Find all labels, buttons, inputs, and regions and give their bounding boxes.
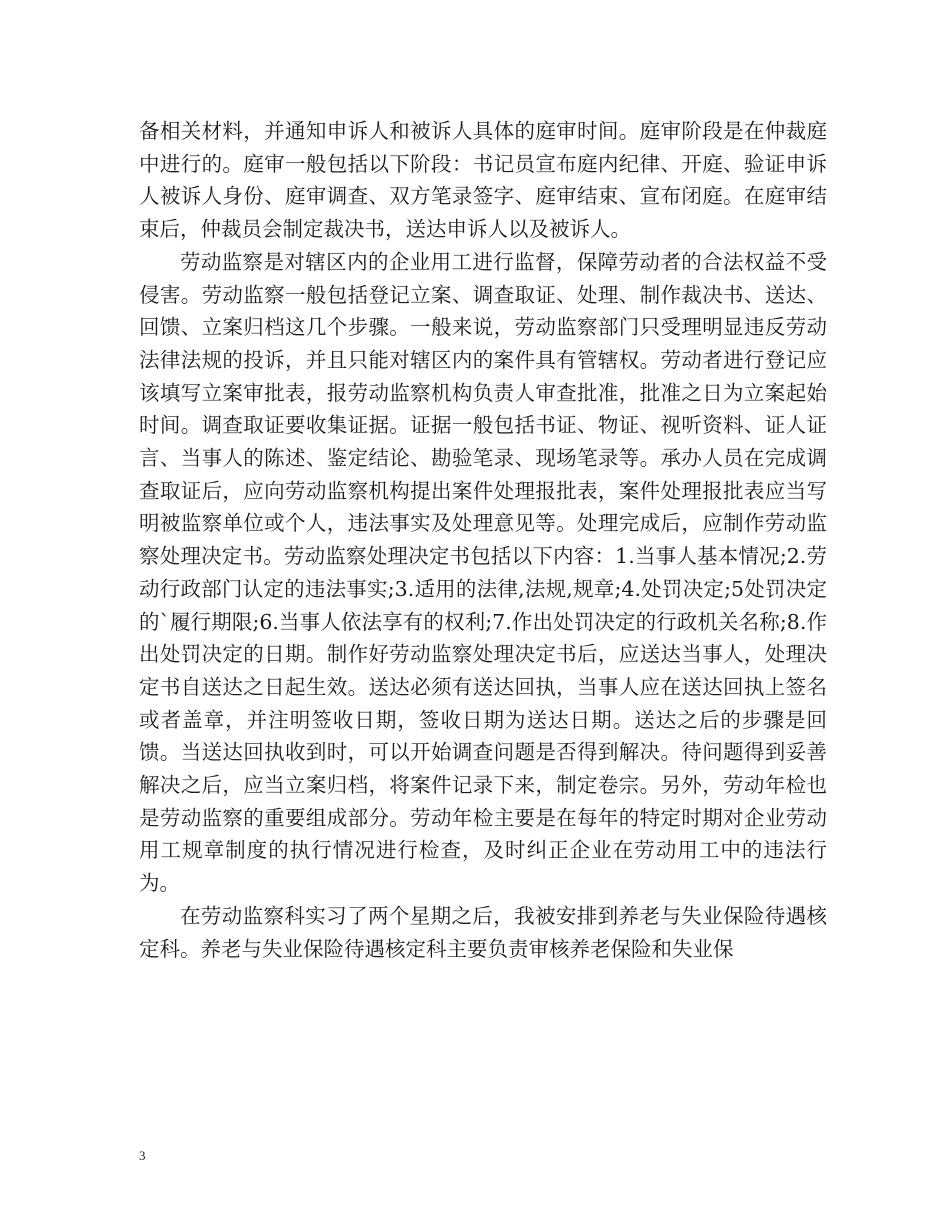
paragraph-3: 在劳动监察科实习了两个星期之后，我被安排到养老与失业保险待遇核定科。养老与失业保险待遇核定科主要负责审核养老保险和失业保: [139, 903, 827, 961]
paragraph-2: 劳动监察是对辖区内的企业用工进行监督，保障劳动者的合法权益不受侵害。劳动监察一般包括登记立案、调查取证、处理、制作裁决书、送达、回馈、立案归档这几个步骤。一般来说，劳动监察部门只受理明显违反劳动法律法规的投诉，并且只能对辖区内的案件具有管辖权。劳动者进行登记应该填写立案审批表，报劳动监察机构负责人审查批准，批准之日为立案起始时间。调查取证要收集证据。证据一般包括书证、物证、视听资料、证人证言、当事人的陈述、鉴定结论、勘验笔录、现场笔录等。承办人员在完成调查取证后，应向劳动监察机构提出案件处理报批表，案件处理报批表应当写明被监察单位或个人，违法事实及处理意见等。处理完成后，应制作劳动监察处理决定书。劳动监察处理决定书包括以下内容：1.当事人基本情况;2.劳动行政部门认定的违法事实;3.适用的法律,法规,规章;4.处罚决定;5处罚决定的`履行期限;6.当事人依法享有的权利;7.作出处罚决定的行政机关名称;8.作出处罚决定的日期。制作好劳动监察处理决定书后，应送达当事人，处理决定书自送达之日起生效。送达必须有送达回执，当事人应在送达回执上签名或者盖章，并注明签收日期，签收日期为送达日期。送达之后的步骤是回馈。当送达回执收到时，可以开始调查问题是否得到解决。待问题得到妥善解决之后，应当立案归档，将案件记录下来，制定卷宗。另外，劳动年检也是劳动监察的重要组成部分。劳动年检主要是在每年的特定时期对企业劳动用工规章制度的执行情况进行检查，及时纠正企业在劳动用工中的违法行为。: [139, 249, 827, 896]
document-body: [139, 115, 827, 965]
page-number: 3: [139, 1148, 146, 1163]
paragraph-1: 备相关材料，并通知申诉人和被诉人具体的庭审时间。庭审阶段是在仲裁庭中进行的。庭审一般包括以下阶段：书记员宣布庭内纪律、开庭、验证申诉人被诉人身份、庭审调查、双方笔录签字、庭审结束、宣布闭庭。在庭审结束后，仲裁员会制定裁决书，送达申诉人以及被诉人。: [139, 119, 827, 242]
